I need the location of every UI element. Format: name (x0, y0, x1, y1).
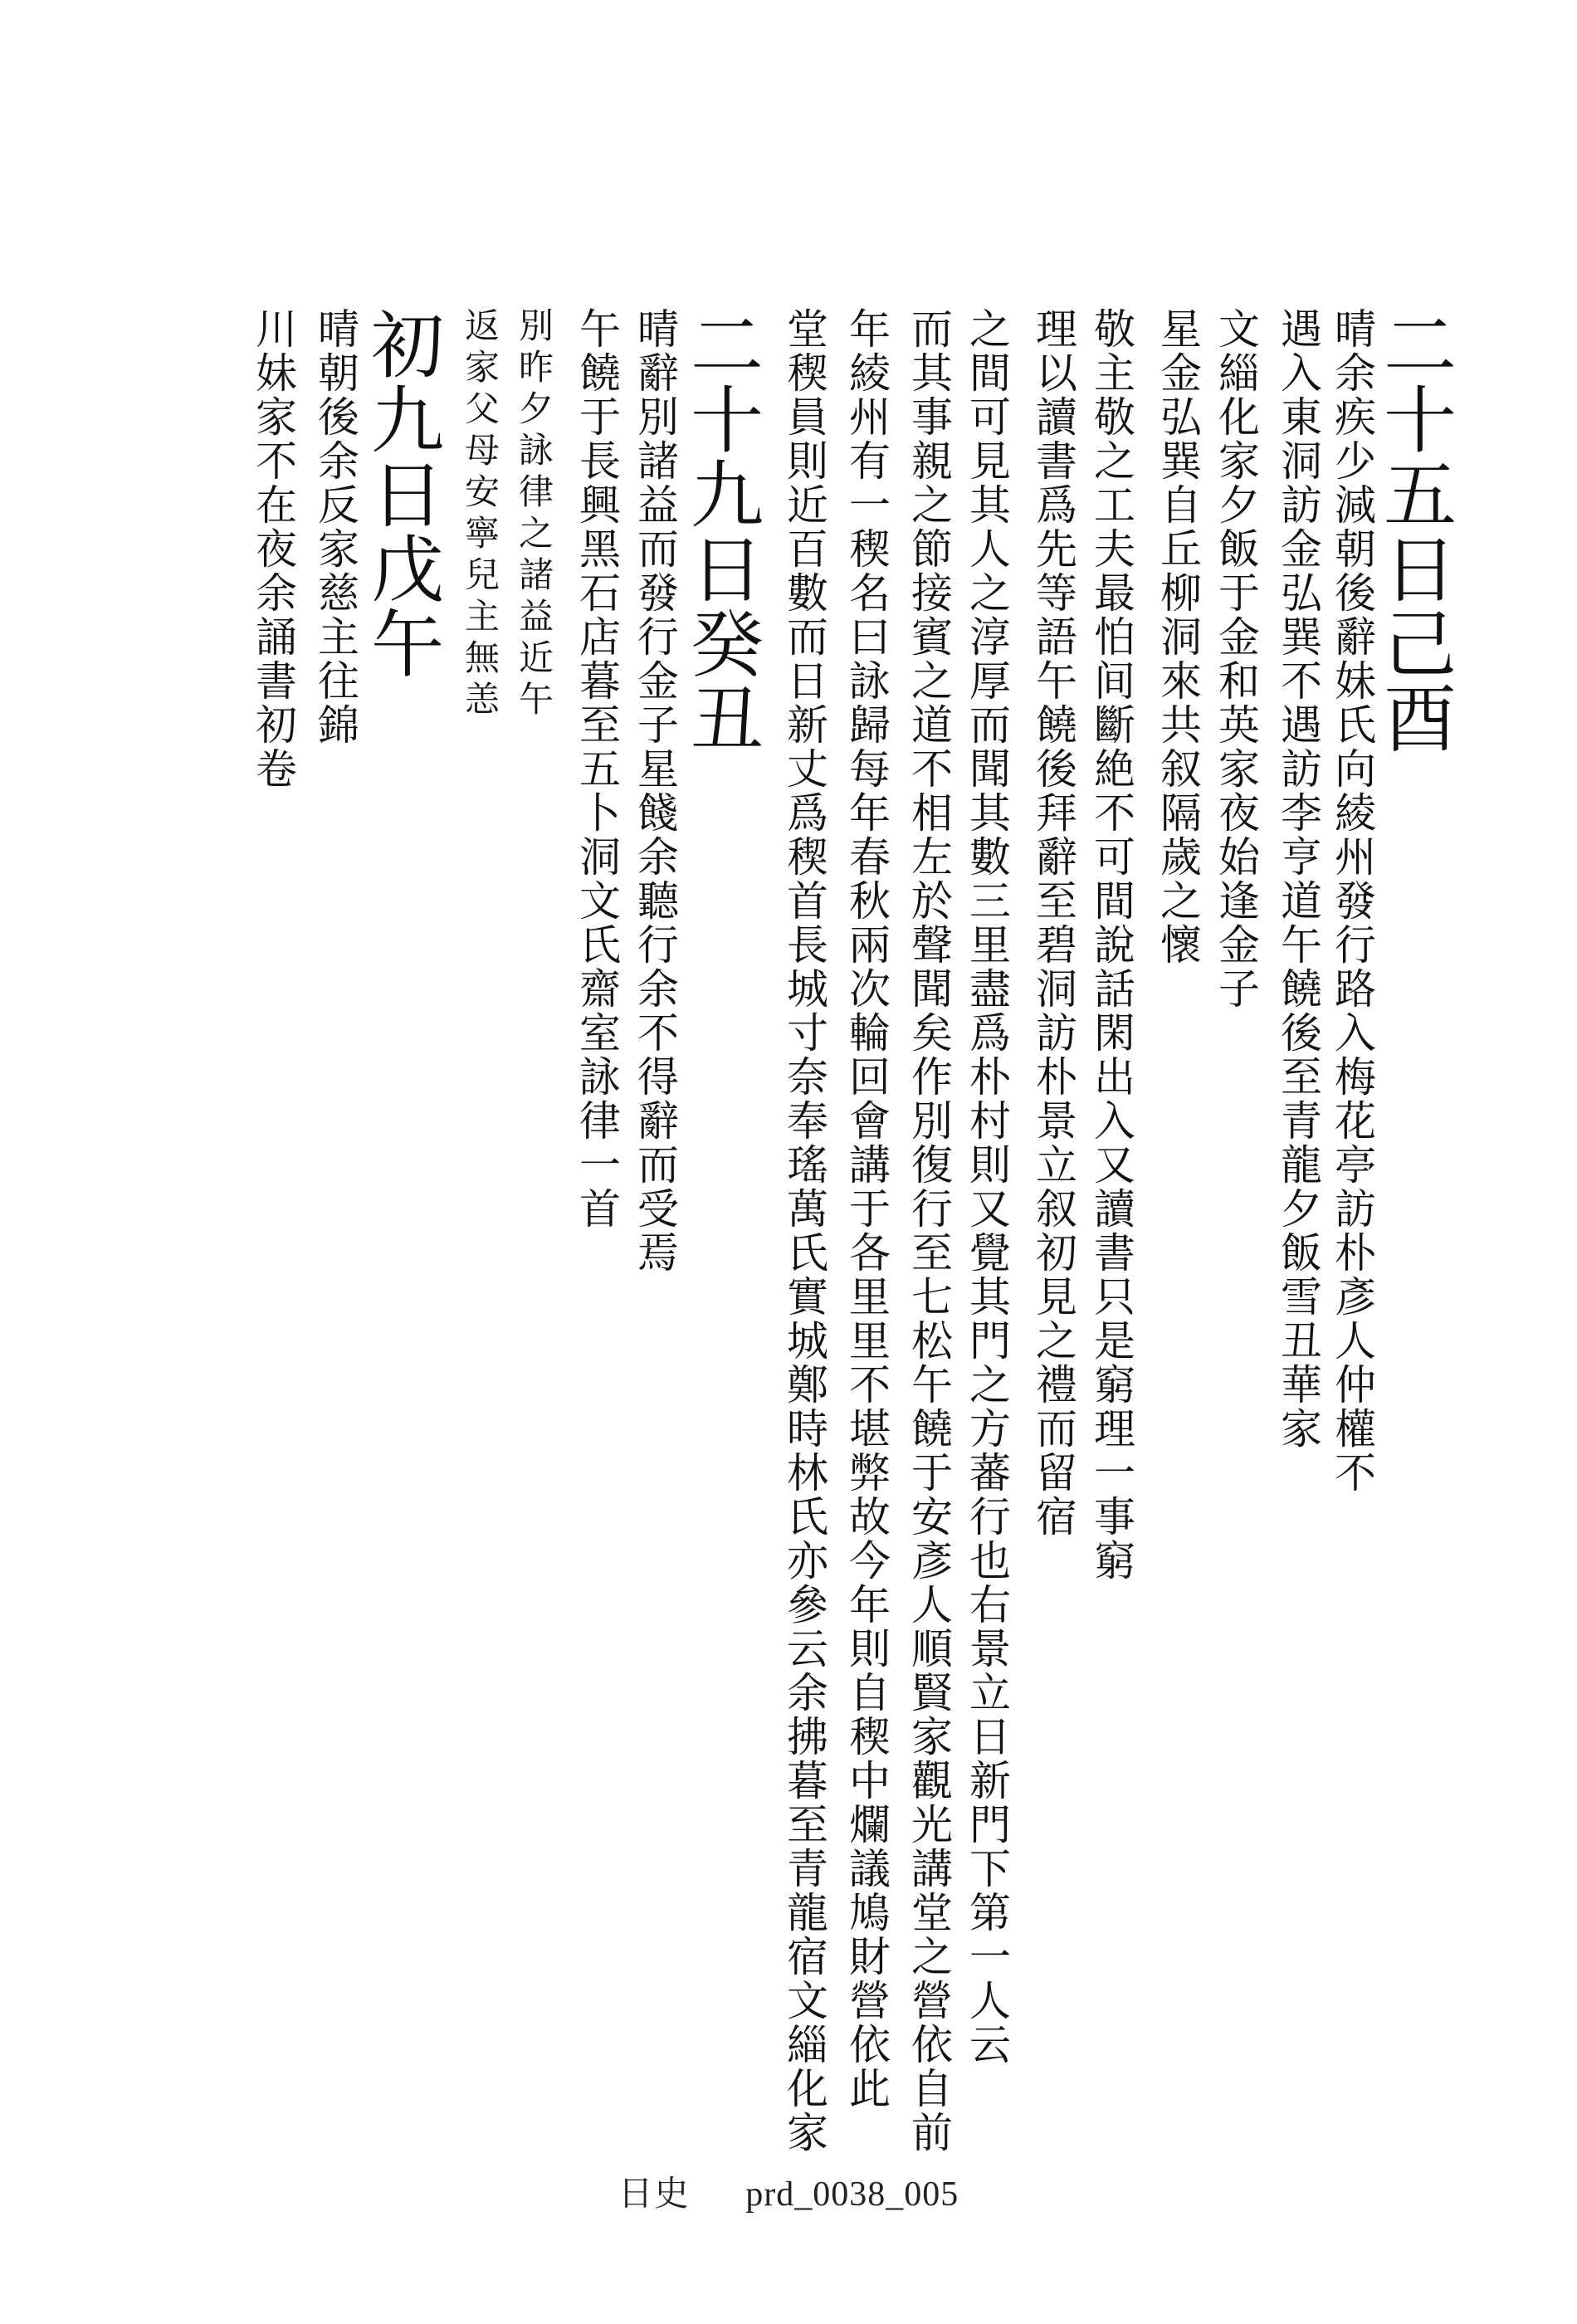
manuscript-column: 年綾州有一稧名曰詠歸每年春秋兩次輪回會講于各里里不堪弊故今年則自稧中爛議鳩財營依此 (842, 307, 891, 2111)
manuscript-column: 返家父母安寧兒主無恙 (460, 307, 500, 722)
manuscript-column: 二十九日癸丑 (679, 307, 764, 755)
manuscript-column: 敬主敬之工夫最怕间斷絶不可間說話閑出入又讀書只是窮理一事窮 (1087, 307, 1135, 1583)
footer-page-code: prd_0038_005 (745, 2175, 959, 2214)
manuscript-column: 星金弘巽自丘柳洞來共叙隔歲之懷 (1154, 307, 1202, 967)
manuscript-column: 而其事親之節接賓之道不相左於聲聞矣作別復行至七松午饒于安彥人順賢家觀光講堂之營依自前 (905, 307, 953, 2155)
manuscript-column: 初九日戊午 (359, 307, 445, 681)
manuscript-column: 晴余疾少減朝後辭妹氏向綾州發行路入梅花亭訪朴彥人仲權不 (1328, 307, 1376, 1495)
manuscript-column: 理以讀書爲先等語午饒後拜辭至碧洞訪朴景立叙初見之禮而留宿 (1029, 307, 1077, 1539)
manuscript-text-block (174, 307, 1457, 2155)
manuscript-column: 二十五日己酉 (1372, 307, 1457, 755)
manuscript-column: 晴朝後余反家慈主往錦 (311, 307, 359, 747)
manuscript-column: 川妹家不在夜余誦書初卷 (249, 307, 297, 791)
manuscript-column: 堂稧員則近百數而日新丈爲稧首長城寸奈奉瑤萬氏實城鄭時林氏亦參云余拂暮至青龍宿文緇化家 (780, 307, 828, 2155)
manuscript-column: 文緇化家夕飯于金和英家夜始逢金子 (1212, 307, 1260, 1011)
manuscript-column: 晴辭別諸益而發行金子星餞余聽行余不得辭而受焉 (631, 307, 679, 1275)
manuscript-column: 遇入東洞訪金弘巽不遇訪李亨道午饒後至青龍夕飯雪丑華家 (1274, 307, 1322, 1451)
page-footer (0, 2166, 1577, 2216)
manuscript-column: 午饒于長興黑石店暮至五卜洞文氏齋室詠律一首 (573, 307, 621, 1231)
footer-title: 日史 (618, 2175, 690, 2214)
manuscript-column: 之間可見其人之淳厚而聞其數三里盡爲朴村則又覺其門之方蕃行也右景立日新門下第一人云 (963, 307, 1011, 2067)
manuscript-column: 別昨夕詠律之諸益近午 (514, 307, 554, 722)
